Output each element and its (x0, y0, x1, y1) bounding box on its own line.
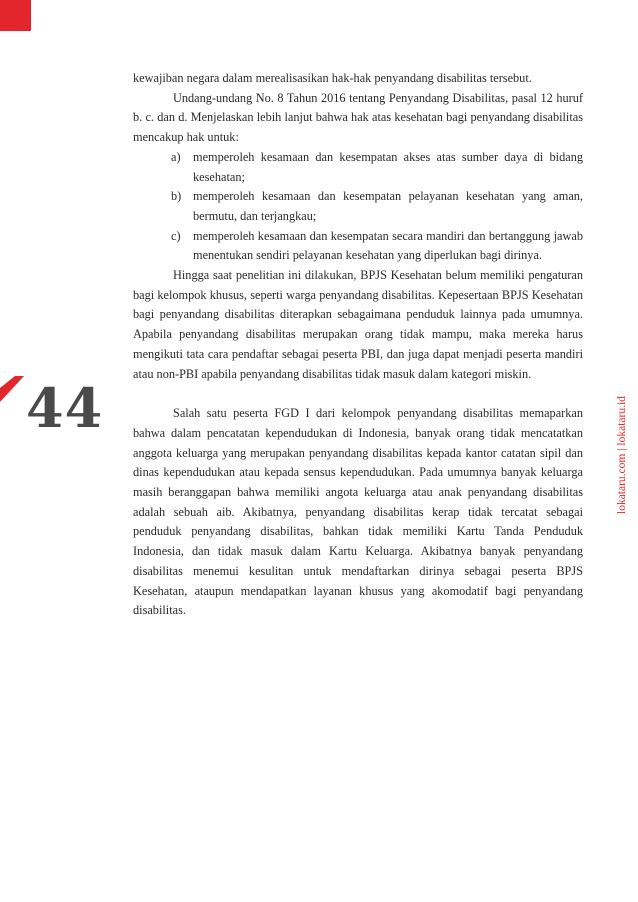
side-url-text: lokataru.com | lokataru.id (616, 396, 628, 514)
list-item-text: memperoleh kesamaan dan kesempatan pelayanan kesehatan yang aman, bermutu, dan terjangkau; (193, 189, 583, 223)
rights-list (133, 148, 583, 266)
side-url-block (612, 300, 632, 600)
paragraph-1: kewajiban negara dalam merealisasikan hak-hak penyandang disabilitas tersebut. (133, 71, 532, 85)
body-text (133, 69, 583, 621)
paragraph-3: Hingga saat penelitian ini dilakukan, BPJS Kesehatan belum memiliki pengaturan bagi kelompok khusus, seperti warga penyandang disabilitas. Kepesertaan BPJS Kesehatan bagi penyandang disabilitas diterapkan sebagaimana penduduk lainnya pada umumnya. Apabila penyandang disabilitas merupakan orang tidak mampu, maka mereka harus mengikuti tata cara pendaftar sebagai peserta PBI, dan juga dapat menjadi peserta mandiri atau non-PBI apabila penyandang disabilitas tidak masuk dalam kategori miskin. (133, 268, 583, 381)
list-marker: b) (171, 189, 182, 204)
corner-accent-block (0, 0, 31, 31)
page-number: 44 (26, 376, 104, 440)
list-item-text: memperoleh kesamaan dan kesempatan secara mandiri dan bertanggung jawab menentukan sendiri pelayanan kesehatan yang diperlukan bagi dirinya. (193, 228, 583, 263)
list-marker: c) (171, 228, 181, 243)
paragraph-2: Undang-undang No. 8 Tahun 2016 tentang Penyandang Disabilitas, pasal 12 huruf b. c. dan d. Menjelaskan lebih lanjut bahwa hak atas kesehatan bagi penyandang disabilitas mencakup hak untuk: (133, 90, 583, 145)
list-item (133, 148, 583, 187)
list-item-text: memperoleh kesamaan dan kesempatan akses atas sumber daya di bidang kesehatan; (193, 149, 583, 184)
list-marker: a) (171, 149, 181, 164)
paragraph-spacer (133, 384, 583, 404)
list-item (133, 227, 583, 266)
paragraph-4: Salah satu peserta FGD I dari kelompok penyandang disabilitas memaparkan bahwa dalam pencatatan kependudukan di Indonesia, banyak orang tidak mencatatkan anggota keluarga yang merupakan penyandang disabilitas kepada kantor catatan sipil dan dinas kependudukan atau kepada sensus kependudukan. Pada umumnya banyak keluarga masih beranggapan bahwa memiliki angota keluarga atau anak penyandang disabilitas adalah sebuah aib. Akibatnya, penyandang disabilitas kerap tidak tercatat sebagai penduduk penyandang disabilitas, bahkan tidak memiliki Kartu Tanda Penduduk Indonesia, dan tidak masuk dalam Kartu Keluarga. Akibatnya banyak penyandang disabilitas menemui kesulitan untuk mendaftarkan dirinya sebagai peserta BPJS Kesehatan, ataupun mendapatkan layanan khusus yang akomodatif bagi penyandang disabilitas. (133, 406, 583, 618)
list-item (133, 187, 583, 226)
page-number-block (0, 372, 118, 448)
